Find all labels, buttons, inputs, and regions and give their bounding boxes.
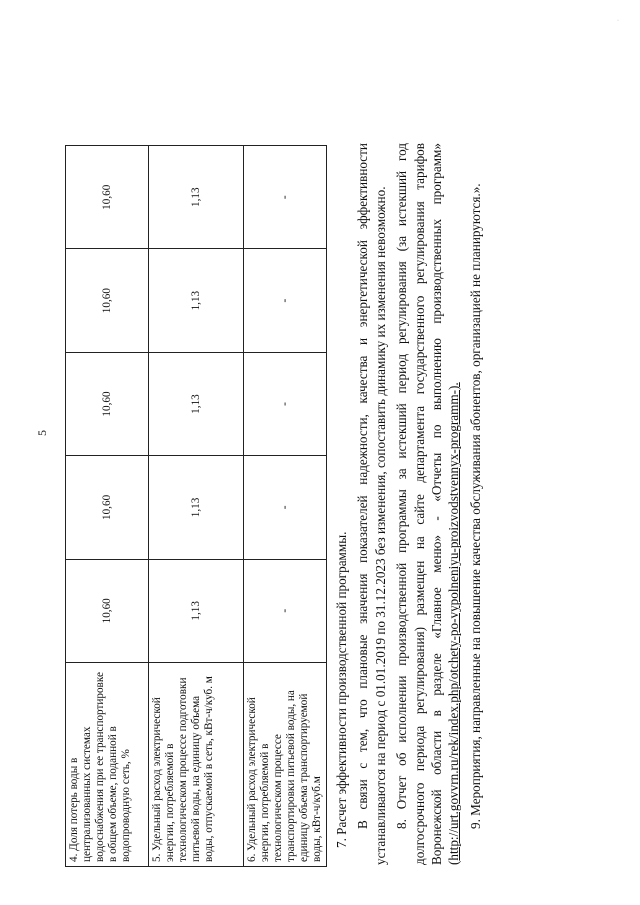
section-8-text-end: ). bbox=[446, 382, 462, 390]
indicator-label: 6. Удельный расход электрической энергии, потребляемой в технологическом процессе транспортировки питьевой воды, на единицу объема транспортируемой воды, кВт-ч/куб.м bbox=[244, 663, 327, 867]
indicator-value: - bbox=[244, 456, 327, 559]
section-7-heading: 7. Расчет эффективности производственной программы. bbox=[334, 531, 349, 848]
indicator-value: 10,60 bbox=[66, 146, 149, 249]
indicator-value: - bbox=[244, 249, 327, 352]
scan-mark: · bbox=[617, 18, 619, 24]
report-link[interactable]: http://urt.govvrn.ru/rek/index.php/otchety-po-vypolneniyu-proizvodstvennyx-programm- bbox=[446, 389, 462, 861]
indicator-value: 10,60 bbox=[66, 352, 149, 455]
indicator-value: 1,13 bbox=[149, 456, 244, 559]
table-row bbox=[244, 146, 327, 867]
section-7-paragraph: В связи с тем, что плановые значения показателей надежности, качества и энергетической эффективности устанавливаются на период с 01.01.2019 по 31.12.2023 без изменения, сопоставить динамику их изменения невозможно. bbox=[355, 143, 388, 865]
indicator-value: - bbox=[244, 352, 327, 455]
indicator-value: - bbox=[244, 559, 327, 662]
indicator-value: 10,60 bbox=[66, 559, 149, 662]
indicators-table bbox=[65, 145, 327, 867]
indicator-label: 4. Доля потерь воды в централизованных системах водоснабжения при ее транспортировке в общем объеме, поданной в водопроводную сеть, % bbox=[66, 663, 149, 867]
indicator-value: 1,13 bbox=[149, 352, 244, 455]
section-8-paragraph bbox=[393, 143, 463, 865]
section-9-paragraph: 9. Мероприятия, направленные на повышение качества обслуживания абонентов, организацией не планируются.». bbox=[467, 183, 483, 829]
indicator-label: 5. Удельный расход электрической энергии, потребляемой в технологическом процессе подготовки питьевой воды, на единицу объема воды, отпускаемой в сеть, кВт-ч/куб. м bbox=[149, 663, 244, 867]
page-number: 5 bbox=[35, 430, 49, 436]
section-8-text: 8. Отчет об исполнении производственной программы за истекший период регулирования (за истекший год долгосрочного периода регулирования) размещен на сайте департамента государственного регулирования тарифов Воронежской области в разделе «Главное меню» - «Отчеты по выполнению производственных программ» ( bbox=[394, 143, 462, 865]
indicator-value: 1,13 bbox=[149, 249, 244, 352]
document-text bbox=[333, 143, 484, 865]
indicator-value: 1,13 bbox=[149, 559, 244, 662]
rotated-page-content bbox=[65, 37, 575, 867]
indicator-value: 10,60 bbox=[66, 456, 149, 559]
table-row bbox=[149, 146, 244, 867]
indicator-value: 1,13 bbox=[149, 146, 244, 249]
table-row bbox=[66, 146, 149, 867]
indicator-value: 10,60 bbox=[66, 249, 149, 352]
indicator-value: - bbox=[244, 146, 327, 249]
